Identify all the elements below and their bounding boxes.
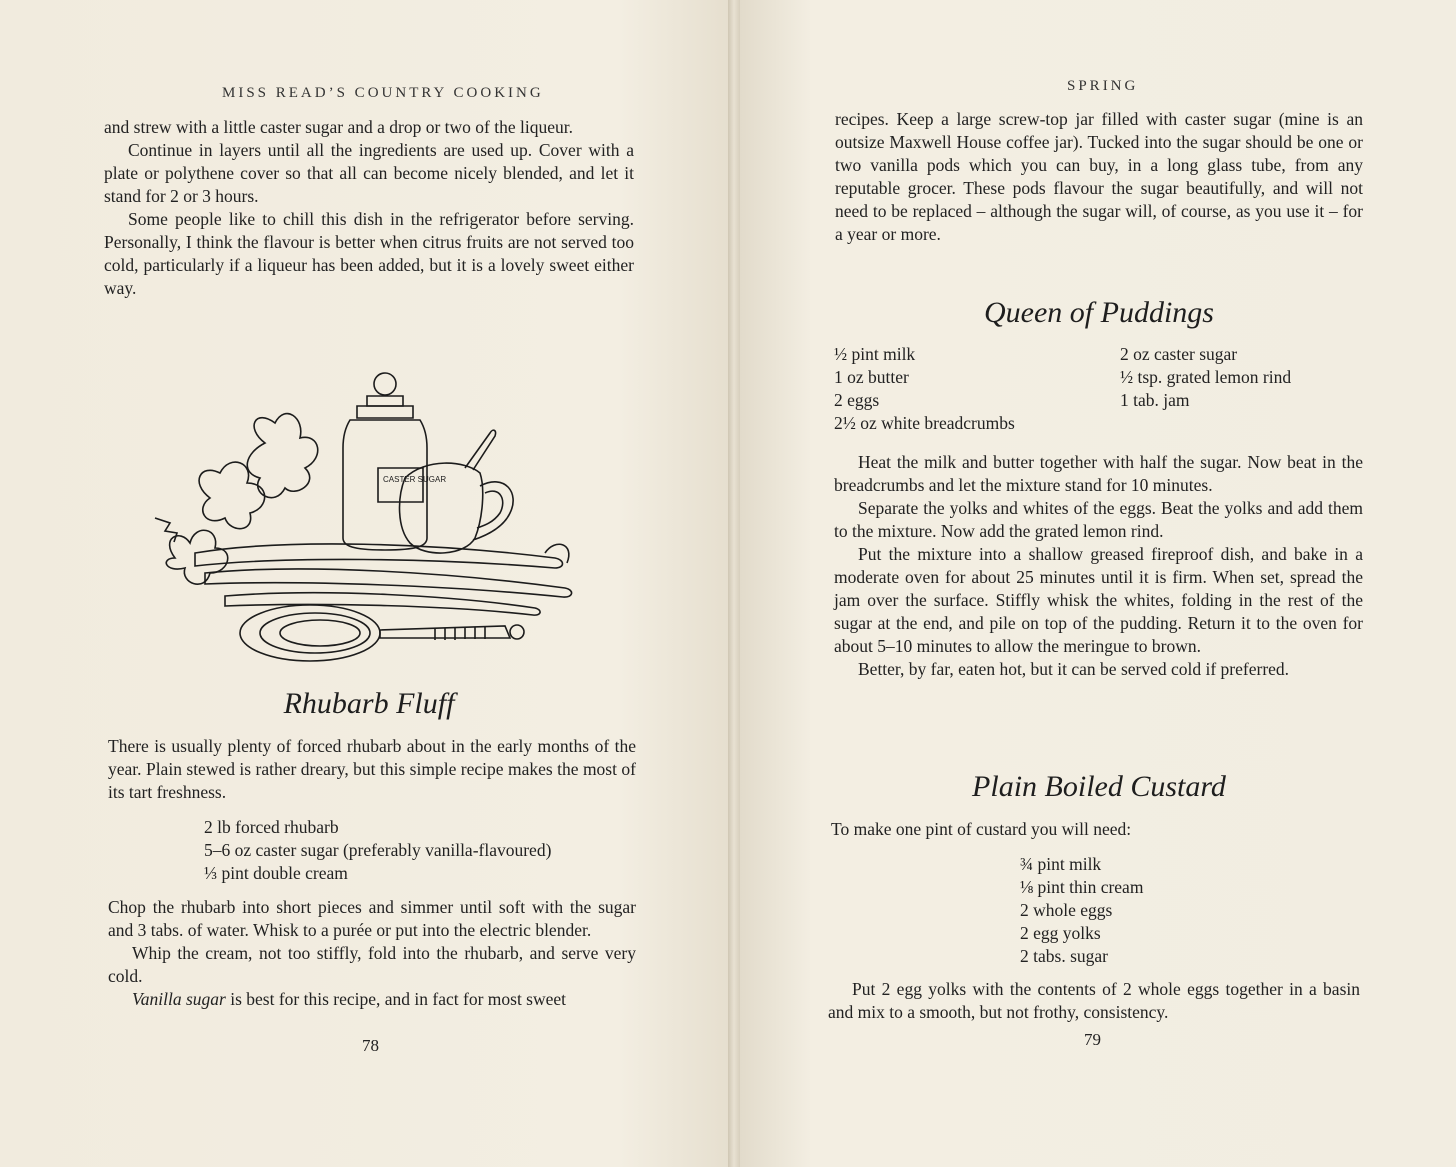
ingredient: 2½ oz white breadcrumbs xyxy=(834,413,1015,433)
paragraph: Some people like to chill this dish in the refrigerator before serving. Personally, I think the flavour is better when citrus fruits are not served too cold, particularly if a liqueur has been added, but it is a lovely sweet either way. xyxy=(104,209,634,298)
paragraph: recipes. Keep a large screw-top jar filled with caster sugar (mine is an outsize Maxwell House coffee jar). Tucked into the sugar should be one or two vanilla pods which you can buy, in a long glass tube, from any reputable grocer. These pods flavour the sugar beautifully, and will not need to be replaced – although the sugar will, of course, as you use it – for a year or more. xyxy=(835,109,1363,244)
queen-ingredients-left xyxy=(834,343,1015,435)
ingredient: 2 oz caster sugar xyxy=(1120,344,1238,364)
rhubarb-illustration xyxy=(135,368,595,668)
ingredient: 1 tab. jam xyxy=(1120,390,1190,410)
queen-method xyxy=(834,451,1363,681)
paragraph: There is usually plenty of forced rhubarb about in the early months of the year. Plain stewed is rather dreary, but this simple recipe makes the most of its tart freshness. xyxy=(108,736,636,802)
right-text-top xyxy=(835,108,1363,246)
page-number-right: 79 xyxy=(1084,1030,1101,1049)
paragraph: Better, by far, eaten hot, but it can be served cold if preferred. xyxy=(858,659,1290,679)
ingredient: 2 lb forced rhubarb xyxy=(204,817,339,837)
ingredient: 2 whole eggs xyxy=(1020,900,1113,920)
paragraph xyxy=(108,988,636,1011)
paragraph: Continue in layers until all the ingredients are used up. Cover with a plate or polythene cover so that all can become nicely blended, and let it stand for 2 or 3 hours. xyxy=(104,140,634,206)
sugar-jar xyxy=(343,373,446,550)
recipe-title-plain-boiled-custard: Plain Boiled Custard xyxy=(972,770,1226,803)
queen-ingredients-right xyxy=(1120,343,1291,412)
rhubarb-ingredients xyxy=(204,816,551,885)
rhubarb-stalk xyxy=(225,593,540,615)
rhubarb-intro xyxy=(108,735,636,804)
paragraph: Whip the cream, not too stiffly, fold into the rhubarb, and serve very cold. xyxy=(108,943,636,986)
ingredient: 2 egg yolks xyxy=(1020,923,1101,943)
ingredient: ½ tsp. grated lemon rind xyxy=(1120,367,1292,387)
paragraph-text: is best for this recipe, and in fact for most sweet xyxy=(225,989,567,1009)
paragraph: Chop the rhubarb into short pieces and simmer until soft with the sugar and 3 tabs. of water. Whisk to a purée or put into the electric blender. xyxy=(108,897,636,940)
ingredient: ½ pint milk xyxy=(834,344,916,364)
whisk xyxy=(240,605,524,661)
rhubarb-stalk xyxy=(195,544,563,568)
recipe-title-queen-of-puddings: Queen of Puddings xyxy=(984,296,1214,329)
rhubarb-method xyxy=(108,896,636,1011)
ingredient: 5–6 oz caster sugar (preferably vanilla-flavoured) xyxy=(204,840,552,860)
left-text-top xyxy=(104,116,634,300)
ingredient: ⅓ pint double cream xyxy=(204,863,348,883)
cream-jug xyxy=(400,430,514,553)
vanilla-sugar-emphasis: Vanilla sugar xyxy=(132,989,226,1009)
ingredient: 2 eggs xyxy=(834,390,880,410)
right-page xyxy=(740,0,1456,1167)
recipe-title-rhubarb-fluff: Rhubarb Fluff xyxy=(283,687,455,720)
paragraph: Separate the yolks and whites of the eggs. Beat the yolks and add them to the mixture. Now add the grated lemon rind. xyxy=(834,498,1363,541)
paragraph: Put the mixture into a shallow greased fireproof dish, and bake in a moderate oven for about 25 minutes until it is firm. When set, spread the jam over the surface. Stiffly whisk the whites, folding in the rest of the sugar at the end, and pile on top of the pudding. Return it to the oven for about 5–10 minutes to allow the meringue to brown. xyxy=(834,544,1363,656)
ingredient: 1 oz butter xyxy=(834,367,909,387)
jar-label: CASTER SUGAR xyxy=(383,475,447,484)
running-head-left: MISS READ’S COUNTRY COOKING xyxy=(222,85,544,101)
paragraph: Heat the milk and butter together with half the sugar. Now beat in the breadcrumbs and let the mixture stand for 10 minutes. xyxy=(834,452,1363,495)
ingredient: ⅛ pint thin cream xyxy=(1020,877,1144,897)
custard-intro xyxy=(831,818,1361,841)
rhubarb-leaf xyxy=(199,462,265,529)
gutter xyxy=(728,0,740,1167)
rhubarb-stalk xyxy=(205,569,572,597)
paragraph: Put 2 egg yolks with the contents of 2 whole eggs together in a basin and mix to a smooth, but not frothy, consistency. xyxy=(828,979,1360,1022)
ingredient: 2 tabs. sugar xyxy=(1020,946,1108,966)
custard-method xyxy=(828,978,1360,1024)
ingredient: ¾ pint milk xyxy=(1020,854,1102,874)
running-head-right: SPRING xyxy=(1067,78,1139,94)
paragraph: and strew with a little caster sugar and a drop or two of the liqueur. xyxy=(104,117,573,137)
page-number-left: 78 xyxy=(362,1036,379,1055)
custard-ingredients xyxy=(1020,853,1143,968)
paragraph: To make one pint of custard you will need: xyxy=(831,819,1132,839)
